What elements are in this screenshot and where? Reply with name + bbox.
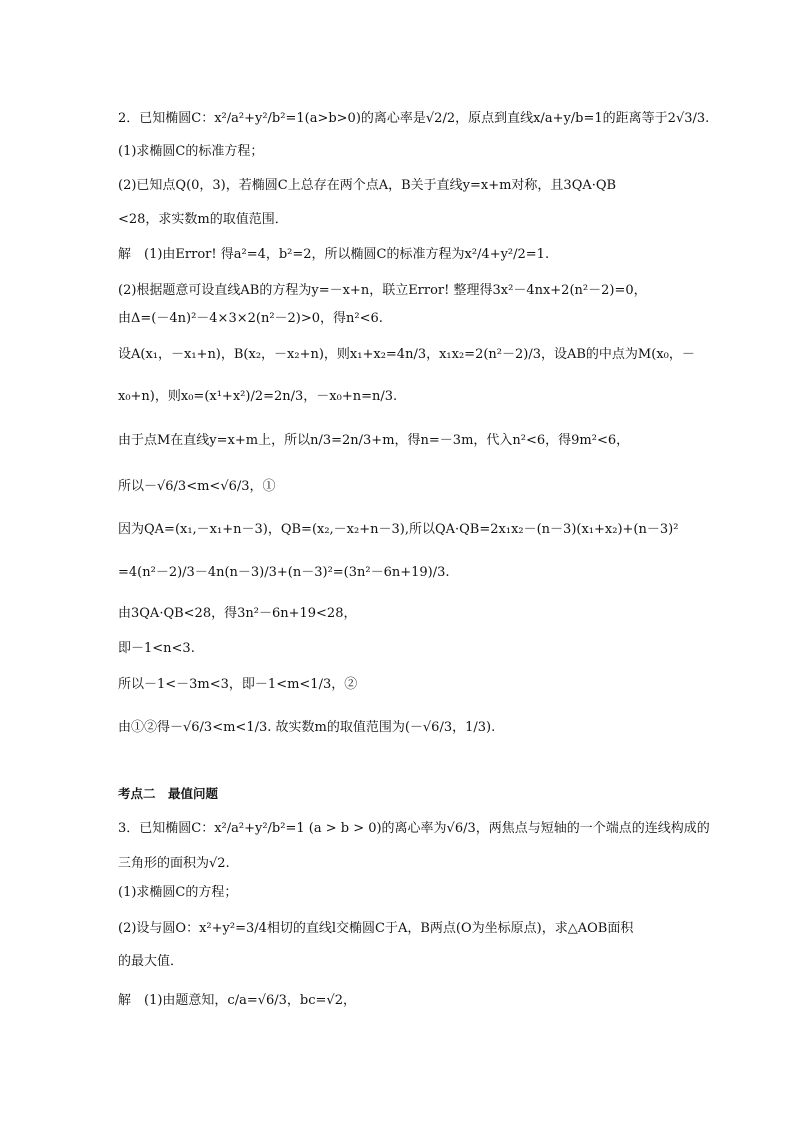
section-heading: 考点二 最值问题: [118, 786, 219, 801]
problem-3-question-2: (2)设与圆O：x²+y²=3/4相切的直线l交椭圆C于A，B两点(O为坐标原点)，求△AOB面积: [118, 921, 634, 936]
problem-2-question-1: (1)求椭圆C的标准方程；: [118, 144, 264, 159]
solution-2-line-b: 由Δ=(－4n)²－4×3×2(n²－2)>0，得n²<6.: [118, 311, 383, 326]
solution-3-part-1: 解 (1)由题意知，c/a=√6/3，bc=√2，: [118, 993, 356, 1008]
solution-2-line-a: (2)根据题意可设直线AB的方程为y=－x+n，联立Error! 整理得3x²－4nx+2(n²－2)=0，: [118, 283, 647, 298]
problem-3-stem: 3．已知椭圆C：x²/a²+y²/b²=1 (a > b > 0)的离心率为√6/3，两焦点与短轴的一个端点的连线构成的: [118, 821, 710, 836]
problem-3-stem-cont: 三角形的面积为√2.: [118, 856, 230, 871]
solution-2-line-i: 由3QA·QB<28，得3n²－6n+19<28，: [118, 606, 357, 621]
problem-2-question-2-cont: <28，求实数m的取值范围．: [118, 212, 288, 227]
solution-2-line-e: 由于点M在直线y=x+m上，所以n/3=2n/3+m，得n=－3m，代入n²<6，得9m²<6，: [118, 433, 630, 448]
solution-2-line-c: 设A(x₁，－x₁+n)，B(x₂，－x₂+n)，则x₁+x₂=4n/3，x₁x₂=2(n²－2)/3，设AB的中点为M(x₀，－: [118, 347, 695, 362]
solution-2-line-j: 即－1<n<3.: [118, 641, 195, 656]
problem-3-question-2-cont: 的最大值．: [118, 954, 184, 969]
solution-2-line-d: x₀+n)，则x₀=(x¹+x²)/2=2n/3，－x₀+n=n/3.: [118, 389, 398, 404]
problem-2-stem: 2．已知椭圆C：x²/a²+y²/b²=1(a>b>0)的离心率是√2/2，原点到直线x/a+y/b=1的距离等于2√3/3.: [118, 111, 710, 126]
solution-2-part-1: 解 (1)由Error! 得a²=4，b²=2，所以椭圆C的标准方程为x²/4+y²/2=1.: [118, 247, 550, 262]
solution-2-line-h: =4(n²－2)/3－4n(n－3)/3+(n－3)²=(3n²－6n+19)/3.: [118, 565, 450, 580]
problem-2-question-2: (2)已知点Q(0，3)，若椭圆C上总存在两个点A，B关于直线y=x+m对称，且3QA·QB: [118, 178, 617, 193]
solution-2-line-l: 由①②得－√6/3<m<1/3. 故实数m的取值范围为(－√6/3，1/3).: [118, 720, 496, 735]
solution-2-line-g: 因为QA=(x₁,－x₁+n－3)，QB=(x₂,－x₂+n－3),所以QA·QB=2x₁x₂－(n－3)(x₁+x₂)+(n－3)²: [118, 522, 679, 537]
solution-2-line-f: 所以－√6/3<m<√6/3，①: [118, 479, 276, 494]
solution-2-line-k: 所以－1<－3m<3，即－1<m<1/3，②: [118, 677, 358, 692]
problem-3-question-1: (1)求椭圆C的方程；: [118, 885, 238, 900]
